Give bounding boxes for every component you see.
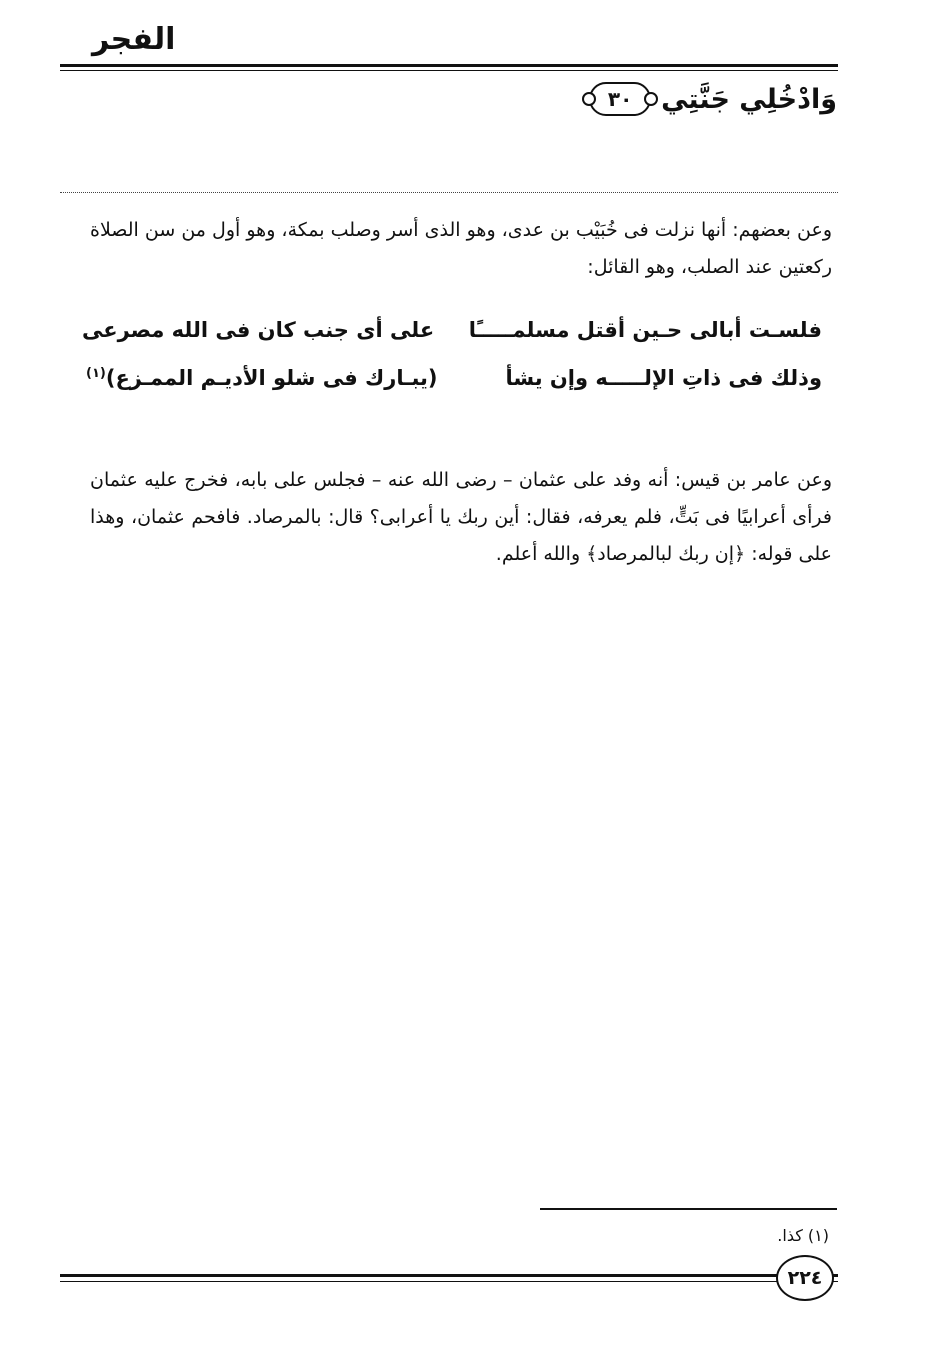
poem-hemistich-first: وذلك فى ذاتِ الإلـــــه وإن يشأ <box>505 366 822 390</box>
paragraph-1: وعن بعضهم: أنها نزلت فى خُبَيْب بن عدى، وهو الذى أسر وصلب بمكة، وهو أول من سن الصلاة ركعتين عند الصلب، وهو القائل: <box>90 219 832 278</box>
footer-rule-thick <box>60 1274 838 1277</box>
running-header-surah-name: الفجر <box>92 22 176 57</box>
footnote-reference: (١) <box>86 366 106 381</box>
footnote-separator <box>540 1208 837 1210</box>
page-number: ٢٢٤ <box>776 1255 834 1301</box>
poem-verse-2 <box>82 366 822 390</box>
footnote: (١) كذا. <box>777 1226 829 1245</box>
poem-hemistich-second: على أى جنب كان فى الله مصرعى <box>82 318 435 342</box>
header-rule-thick <box>60 64 838 67</box>
poem-hemistich-second <box>82 366 438 390</box>
poem-hemistich-first: فلسـت أبالى حـين أقتل مسلمـــــًا <box>468 318 822 342</box>
poem-hemistich-text: (يبـارك فى شلو الأديـم الممـزع) <box>105 366 438 390</box>
footer-rule-thin <box>60 1281 838 1282</box>
quran-verse <box>589 82 837 116</box>
paragraph-2: وعن عامر بن قيس: أنه وفد على عثمان – رضى الله عنه – فجلس على بابه، فخرج عليه عثمان فرأى أعرابيًا فى بَتٍّ، فلم يعرفه، فقال: أين ربك يا أعرابى؟ قال: بالمرصاد. فافحم عثمان، وهذا على قوله: ﴿إن ربك لبالمرصاد﴾ والله أعلم. <box>90 469 832 565</box>
verse-text: وَادْخُلِي جَنَّتِي <box>661 83 837 115</box>
verse-number-badge: ٣٠ <box>589 82 651 116</box>
poem-verse-1 <box>82 318 822 342</box>
header-rule-thin <box>60 70 838 71</box>
section-divider <box>60 192 838 193</box>
